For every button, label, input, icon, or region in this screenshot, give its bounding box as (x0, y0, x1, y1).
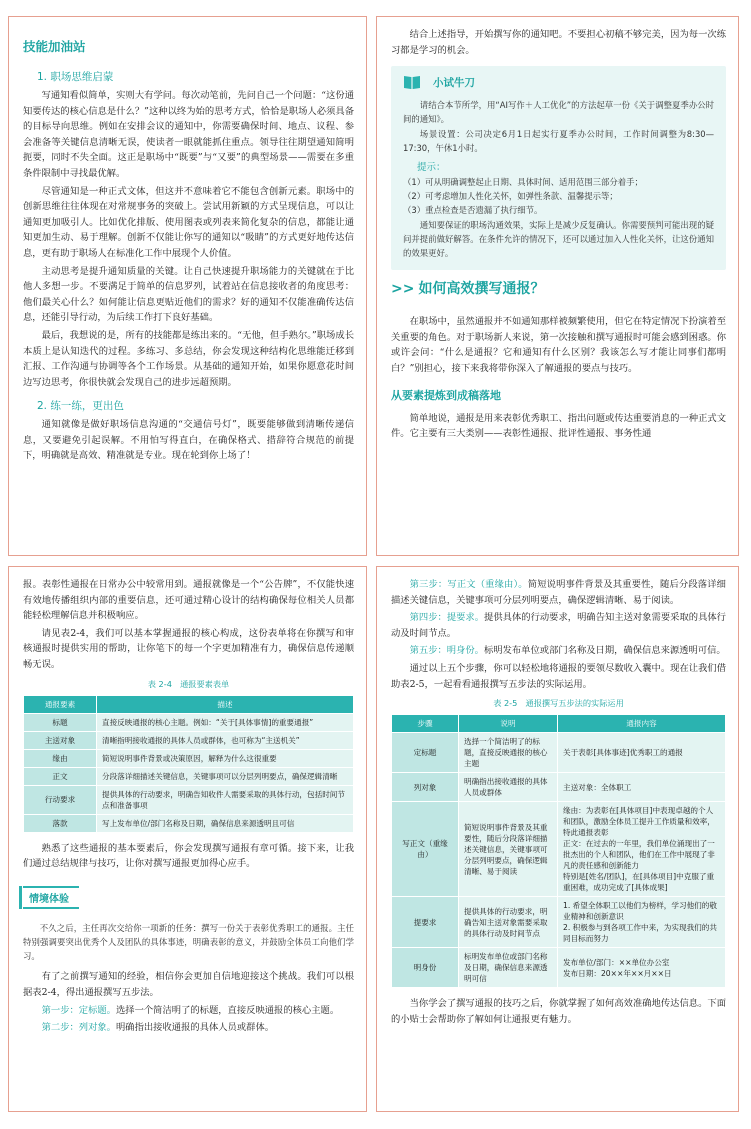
table-cell: 写上发布单位/部门名称及日期，确保信息来源透明且可信 (97, 814, 354, 832)
paragraph: 写通知看似简单，实则大有学问。每次动笔前，先问自己一个问题：“这份通知要传达的核心信息是什么？”这种以终为始的思考方式，恰恰是职场人必须具备的目标导向思维。例如在安排会议的通知中，你需要确保时间、地点、议程、参会准备等关键信息清晰无误，使读者一眼就能抓住重点。领导往往期望通知简明扼要，同时不失全面。这正是职场中“既要”与“又要”的典型场景——需要在多重条件限制中寻找最优解。 (23, 90, 354, 179)
paragraph: 简单地说，通报是用来表彰优秀职工、指出问题或传达重要消息的一种正式文件。它主要有三大类别——表彰性通报、批评性通报、事务性通 (391, 412, 726, 440)
paragraph: 通知就像是做好职场信息沟通的“交通信号灯”，既要能够做到清晰传递信息，又要避免引起误解。不用怕写得直白，在确保格式、措辞符合规范的前提下，明确就是高效、精准就是专业。现在轮到你上场了！ (23, 419, 354, 462)
page-4 (376, 566, 739, 1112)
step-5 (391, 643, 726, 659)
step-label: 第三步：写正文（重缘由）。 (409, 579, 528, 590)
table-header: 通报要素 (24, 695, 97, 713)
label-tick (19, 886, 22, 909)
table-cell: 直接反映通报的核心主题。例如：“关于[具体事情]的重要通报” (97, 713, 354, 731)
paragraph: 主动思考是提升通知质量的关键。让自己快速提升职场能力的关键就在于比他人多想一步。不要满足于简单的信息罗列，试着站在信息接收者的角度思考：他们最关心什么？如何能让信息更贴近他们的需求？好的通知不仅能准确传达信息，还能引导行动，为后续工作打下良好基础。 (23, 265, 354, 324)
table-cell: 提要求 (392, 897, 459, 948)
table-cell: 正文 (24, 767, 97, 785)
table-row (24, 731, 354, 749)
step-4 (391, 610, 726, 641)
paragraph: 通过以上五个步骤，你可以轻松地将通报的要领尽数收入囊中。现在让我们借助表2-5，一起看看通报撰写五步法的实际运用。 (391, 662, 726, 690)
book-icon (403, 74, 421, 90)
step-2 (23, 1020, 354, 1036)
paragraph: 在职场中，虽然通报并不如通知那样被频繁使用，但它在特定情况下扮演着至关重要的角色。对于职场新人来说，第一次接触和撰写通报时可能会感到困惑。你或许会问：“什么是通报？它和通知有什么区别？我该怎么写才能让同事们都明白？”别担心，接下来我将带你深入了解通报的要点与技巧。 (391, 316, 726, 374)
try-it-box (391, 66, 726, 270)
step-text: 简短说明事件背景及其重要性，随后分段落详细描述关键信息，关键事项可分层列明要点，确保逻辑清晰、易于阅读。 (391, 579, 726, 606)
step-text: 提供具体的行动要求，明确告知主送对象需要采取的具体行动及时间节点。 (391, 612, 726, 639)
paragraph: 报。表彰性通报在日常办公中较常用到。通报就像是一个“公告牌”，不仅能快速有效地传播组织内部的重要信息，还可通过精心设计的结构确保每位相关人员都能轻松理解信息并积极响应。 (23, 579, 354, 622)
table-header: 描述 (97, 695, 354, 713)
table-row (392, 773, 726, 802)
step-label: 第五步：明身份。 (409, 645, 484, 657)
elements-table (23, 695, 354, 833)
step-text: 明确指出接收通报的具体人员或群体。 (115, 1022, 275, 1034)
table-cell: 缘由：为表彰在[具体项目]中表现卓越的个人和团队，激励全体员工提升工作质量和效率，特此通报表彰 正文：在过去的一年里，我们单位涌现出了一批杰出的个人和团队，他们在工作中展现了非凡的责任感和创新能力 特别是[姓名/团队]，在[具体项目]中克服了重重困难，成功完成了[具体成果] (558, 802, 726, 897)
situation-text: 不久之后，主任再次交给你一项新的任务：撰写一份关于表彰优秀职工的通报。主任特别强调要突出优秀个人及团队的具体事迹，明确表彰的意义，并鼓励全体员工向他们学习。 (23, 922, 354, 962)
table-cell: 发布单位/部门：××单位办公室 发布日期：20××年××月××日 (558, 948, 726, 988)
table-cell: 简短说明事件背景及其重要性，随后分段落详细描述关键信息，关键事项可分层列明要点，确保逻辑清晰、易于阅读 (459, 802, 558, 897)
section-heading: 从要素提炼到成稿落地 (391, 388, 501, 402)
table-header: 步骤 (392, 715, 459, 733)
step-1 (23, 1003, 354, 1019)
table-header: 通报内容 (558, 715, 726, 733)
step-text: 标明发布单位或部门名称及日期，确保信息来源透明可信。 (483, 645, 726, 657)
page-3 (8, 566, 367, 1112)
subheading-thinking: 1. 职场思维启蒙 (37, 71, 114, 83)
table-cell: 提供具体的行动要求，明确告知收件人需要采取的具体行动，包括时间节点和准备事项 (97, 785, 354, 814)
section-heading-skill: 技能加油站 (23, 39, 86, 54)
tip-item: （2）可考虑增加人性化关怀，如弹性条款、温馨提示等； (403, 191, 618, 202)
table-cell: 写正文（重缘由） (392, 802, 459, 897)
step-label: 第二步：列对象。 (41, 1022, 116, 1034)
table-cell: 明确指出接收通报的具体人员或群体 (459, 773, 558, 802)
try-it-line: 请结合本节所学，用“AI写作＋人工优化”的方法起草一份《关于调整夏季办公时间的通知》。 (403, 100, 714, 125)
table-cell: 行动要求 (24, 785, 97, 814)
five-steps-table (391, 714, 726, 988)
table-cell: 标题 (24, 713, 97, 731)
paragraph: 尽管通知是一种正式文体，但这并不意味着它不能包含创新元素。职场中的创新思维往往体现在对常规事务的突破上。尝试用新颖的方式呈现信息，可以让通知更加吸引人。比如优化排版、使用图表或列表来简化复杂的信息，都能让通知更加生动、易于理解。创新不仅能让你写的通知以“吸睛”的方式更好地传达信息，更有助于职场人在标准化工作中展现个人价值。 (23, 185, 354, 259)
tip-item: （3）重点检查是否遗漏了执行细节。 (403, 205, 543, 216)
table-cell: 简短说明事件背景或决策原因，解释为什么这很重要 (97, 749, 354, 767)
try-it-line: 场景设置：公司决定6月1日起实行夏季办公时间，工作时间调整为8:30—17:30，午休1小时。 (403, 128, 714, 153)
page-1 (8, 16, 367, 556)
paragraph: 最后，我想说的是，所有的技能都是练出来的。“无他，但手熟尔。”职场成长本质上是认知迭代的过程。多练习、多总结，你会发现这种结构化思维能迁移到汇报、工作沟通与协调等各个工作场景。从基础的通知开始，如果你愿意花时间边写边思考，你很快就会发现自己的进步远超预期。 (23, 329, 354, 388)
table-row (392, 733, 726, 773)
table-row (24, 814, 354, 832)
table-cell: 明身份 (392, 948, 459, 988)
table-cell: 定标题 (392, 733, 459, 773)
table-row (24, 767, 354, 785)
table-header: 说明 (459, 715, 558, 733)
table-cell: 落款 (24, 814, 97, 832)
step-label: 第一步：定标题。 (41, 1004, 116, 1016)
table-cell: 清晰指明接收通报的具体人员或群体，也可称为“主送机关” (97, 731, 354, 749)
table-cell: 分段落详细描述关键信息，关键事项可以分层列明要点，确保逻辑清晰 (97, 767, 354, 785)
paragraph: 结合上述指导，开始撰写你的通知吧。不要担心初稿不够完美，因为每一次练习都是学习的机会。 (391, 29, 726, 56)
table-row (392, 897, 726, 948)
chevron-double-right-icon: >> (391, 281, 415, 298)
main-heading-text: 如何高效撰写通报？ (418, 281, 545, 298)
try-it-title: 小试牛刀 (433, 76, 475, 89)
table-cell: 标明发布单位或部门名称及日期，确保信息来源透明可信 (459, 948, 558, 988)
main-heading (391, 278, 726, 298)
table-cell: 列对象 (392, 773, 459, 802)
table-row (392, 802, 726, 897)
tips-label: 提示： (417, 162, 446, 173)
table-caption: 表 2-4 通报要素表单 (147, 678, 230, 689)
tip-item: （1）可从明确调整起止日期、具体时间、适用范围三部分着手； (403, 177, 643, 187)
step-3 (391, 577, 726, 608)
table-row (24, 713, 354, 731)
page-2 (376, 16, 739, 556)
table-cell: 主送对象 (24, 731, 97, 749)
table-cell: 关于表彰[具体事迹]优秀职工的通报 (558, 733, 726, 773)
table-cell: 主送对象：全体职工 (558, 773, 726, 802)
paragraph: 当你学会了撰写通报的技巧之后，你就掌握了如何高效准确地传达信息。下面的小贴士会帮助你了解如何让通报更有魅力。 (391, 998, 726, 1025)
subheading-practice: 2. 练一练，更出色 (37, 400, 124, 413)
situation-label (23, 886, 79, 909)
step-text: 选择一个简洁明了的标题，直接反映通报的核心主题。 (115, 1004, 340, 1016)
table-row (24, 785, 354, 814)
step-label: 第四步：提要求。 (409, 612, 485, 624)
table-cell: 提供具体的行动要求，明确告知主送对象需要采取的具体行动及时间节点 (459, 897, 558, 948)
paragraph: 熟悉了这些通报的基本要素后，你会发现撰写通报有章可循。接下来，让我们通过总结规律与技巧，让你对撰写通报更加得心应手。 (23, 842, 354, 870)
table-cell: 选择一个简洁明了的标题，直接反映通报的核心主题 (459, 733, 558, 773)
table-cell: 1. 希望全体职工以他们为榜样，学习他们的敬业精神和创新意识 2. 积极参与到各项工作中来，为实现我们的共同目标而努力 (558, 897, 726, 948)
paragraph: 有了之前撰写通知的经验，相信你会更加自信地迎接这个挑战。我们可以根据表2-4，得出通报撰写五步法。 (23, 971, 354, 998)
table-caption: 表 2-5 通报撰写五步法的实际运用 (493, 698, 624, 709)
table-row (392, 948, 726, 988)
table-row (24, 749, 354, 767)
table-cell: 缘由 (24, 749, 97, 767)
situation-title: 情境体验 (23, 886, 79, 909)
try-it-closing: 通知要保证的职场沟通效果，实际上是减少反复确认。你需要预判可能出现的疑问并提前做好解答。在条件允许的情况下，还可以通过加入人性化关怀，让这份通知的效果更好。 (403, 219, 714, 259)
paragraph: 请见表2-4，我们可以基本掌握通报的核心构成，这份表单将在你撰写和审核通报时提供实用的帮助，让你笔下的每一个字更加精准有力，确保信息传递顺畅无误。 (23, 627, 354, 670)
